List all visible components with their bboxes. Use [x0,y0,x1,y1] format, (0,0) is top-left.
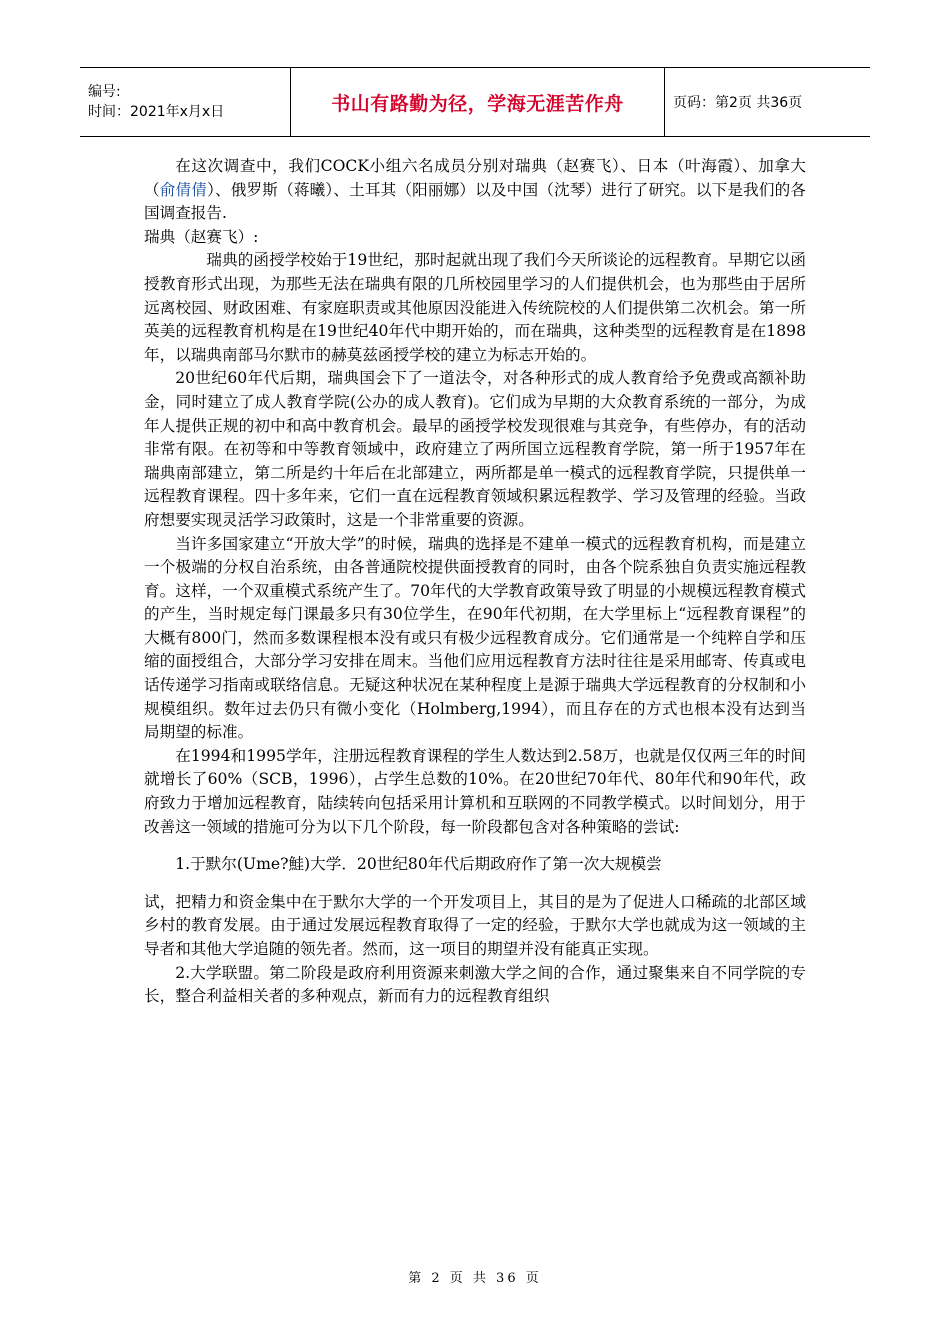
paragraph-3: 当许多国家建立“开放大学”的时候，瑞典的选择是不建单一模式的远程教育机构，而是建立一个极端的分权自治系统，由各普通院校提供面授教育的同时，由各个院系独自负责实施远程教育。这样，一个双重模式系统产生了。70年代的大学教育政策导致了明显的小规模远程教育模式的产生，当时规定每门课最多只有30位学生，在90年代初期，在大学里标上“远程教育课程”的大概有800门，然而多数课程根本没有或只有极少远程教育成分。它们通常是一个纯粹自学和压缩的面授组合，大部分学习安排在周末。当他们应用远程教育方法时往往是采用邮寄、传真或电话传递学习指南或联络信息。无疑这种状况在某种程度上是源于瑞典大学远程教育的分权制和小规模组织。数年过去仍只有微小变化（Holmberg,1994），而且存在的方式也根本没有达到当局期望的标准。 [144,534,806,742]
spacer [144,877,806,891]
header-motto-cell [290,68,665,136]
paragraph-2: 20世纪60年代后期，瑞典国会下了一道法令，对各种形式的成人教育给予免费或高额补助金，同时建立了成人教育学院(公办的成人教育)。它们成为早期的大众教育系统的一部分，为成年人提供正规的初中和高中教育机会。最早的函授学校发现很难与其竞争，有些停办，有的活动非常有限。在初等和中等教育领域中，政府建立了两所国立远程教育学院，第一所于1957年在瑞典南部建立，第二所是约十年后在北部建立，两所都是单一模式的远程教育学院，只提供单一远程教育课程。四十多年来，它们一直在远程教育领域积累远程教学、学习及管理的经验。当政府想要实现灵活学习政策时，这是一个非常重要的资源。 [144,369,806,529]
document-body [144,155,806,1009]
page-header [80,67,870,137]
header-number-label: 编号: [88,84,121,100]
header-page-info: 页码：第2页 共36页 [673,95,803,111]
header-motto: 书山有路勤为径，学海无涯苦作舟 [331,92,624,115]
page-footer: 第 2 页 共 36 页 [408,1271,542,1286]
header-time-label: 时间：2021年x月x日 [88,104,225,120]
list-item-2: 2.大学联盟。第二阶段是政府利用资源来刺激大学之间的合作，通过聚集来自不同学院的专长，整合利益相关者的多种观点，新而有力的远程教育组织 [144,963,806,1006]
intro-text-after: ）、俄罗斯（蒋曦）、土耳其（阳丽娜）以及中国（沈琴）进行了研究。以下是我们的各国调查报告. [144,180,806,223]
spacer [144,839,806,853]
list-item-1-body: 试，把精力和资金集中在于默尔大学的一个开发项目上，其目的是为了促进人口稀疏的北部区域乡村的教育发展。由于通过发展远程教育取得了一定的经验，于默尔大学也就成为这一领域的主导者和其他大学追随的领先者。然而，这一项目的期望并没有能真正实现。 [144,892,806,958]
section-title-sweden: 瑞典（赵赛飞）: [144,227,259,246]
paragraph-1: 瑞典的函授学校始于19世纪，那时起就出现了我们今天所谈论的远程教育。早期它以函授教育形式出现，为那些无法在瑞典有限的几所校园里学习的人们提供机会，也为那些由于居所远离校园、财政困难、有家庭职责或其他原因没能进入传统院校的人们提供第二次机会。第一所英美的远程教育机构是在19世纪40年代中期开始的，而在瑞典，这种类型的远程教育是在1898年，以瑞典南部马尔默市的赫莫兹函授学校的建立为标志开始的。 [144,251,806,364]
header-meta [80,68,290,136]
intro-paragraph [144,155,806,226]
intro-highlight-name: 俞倩倩 [159,180,208,199]
list-item-1-head: 1.于默尔(Ume?鮭)大学．20世纪80年代后期政府作了第一次大规模尝 [175,855,662,874]
paragraph-4: 在1994和1995学年，注册远程教育课程的学生人数达到2.58万，也就是仅仅两三年的时间就增长了60%（SCB，1996），占学生总数的10%。在20世纪70年代、80年代和90年代，政府致力于增加远程教育，陆续转向包括采用计算机和互联网的不同教学模式。以时间划分，用于改善这一领域的措施可分为以下几个阶段，每一阶段都包含对各种策略的尝试: [144,746,806,836]
intro-text-before: 在这次调查中，我们COCK小组六名成员分别对瑞典（赵赛飞）、日本（叶海霞）、加拿大（ [144,157,806,199]
